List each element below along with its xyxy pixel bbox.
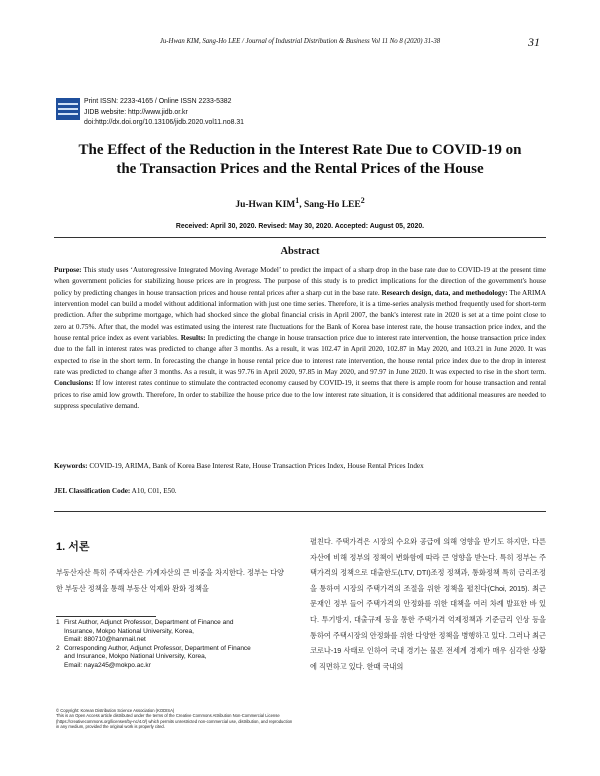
divider-bottom (54, 511, 546, 512)
footnote-2-line-2: and Insurance, Mokpo National University, Korea, (64, 653, 207, 661)
purpose-text: This study uses ‘Autoregressive Integrated Moving Average Model’ to predict the impact of a sharp drop in the base rate due to COVID-19 at the present time when government policies for stabilizing house prices are in progress. The purpose of this study is to predict implications for the direction of the government's house policy by predicting changes in house transaction prices and house rental prices after a sharp cut in the base rate. (54, 266, 546, 297)
title-line-2: the Transaction Prices and the Rental Prices of the House (116, 161, 484, 177)
paper-title (40, 141, 560, 179)
author-2: Sang-Ho LEE (303, 200, 361, 211)
page-number: 31 (528, 35, 540, 49)
author-separator: , (299, 200, 304, 211)
methods-label: Research design, data, and methodology: (381, 288, 508, 297)
jel-text: A10, C01, E50. (130, 487, 177, 495)
footnote-2 (56, 645, 286, 671)
footnote-rule (56, 616, 156, 617)
author-2-affiliation-mark: 2 (360, 196, 365, 205)
section-heading: 1. 서론 (56, 541, 90, 553)
body-text-left: 부동산자산 특히 주택자산은 가계자산의 큰 비중을 차지한다. 정부는 다양한 부동산 정책을 통해 부동산 억제와 완화 정책을 (56, 568, 284, 593)
footnote-1-number: 1 (56, 619, 60, 626)
methods-text: The ARIMA intervention model can build a model without additional information with just one time series. Therefore, it is a time-series analysis method frequently used for short-term prediction. After the subprime mortgage, which had shocked since the global financial crisis in April 2007, the bank's interest rate in 2020 is set at a time point close to zero at 0.75%. After that, the model was estimated using the interest rate fluctuations for the Bank of Korea base interest rate, the house transaction price index, and the house rental price index as event variables. (54, 288, 547, 343)
footnotes (56, 619, 286, 671)
footnote-1 (56, 619, 286, 645)
abstract-body (54, 265, 546, 412)
keywords (54, 462, 546, 470)
license-text: This is an Open Access article distributed under the terms of the Creative Commons Attribution Non-Commercial License (https://creativecommons.org/licenses/by-nc/4.0/) which permits unrestricted non-commercial use, distribution, and reproduction in any medium, provided the original work is properly cited. (56, 713, 293, 730)
copyright-line-1: © Copyright: Korean Distribution Science Association (KODISA) (56, 708, 175, 713)
running-header (0, 35, 600, 52)
conclusions-label: Conclusions: (54, 379, 94, 388)
copyright-notice (56, 708, 294, 730)
body-text-right: 펼친다. 주택가격은 시장의 수요와 공급에 의해 영향을 받기도 하지만, 다른 자산에 비해 정부의 정책이 변화함에 따라 큰 영향을 받는다. 특히 정부는 주택가격의 정책으로 대출한도(LTV, DTI)조정 정책과, 통화정책 특히 금리조정을 통하여 시장의 주택가격의 조절을 위한 정책을 펼친다(Choi, 2015). 최근 문재인 정부 들어 주택가격의 안정화를 위한 대책을 여러 차례 발표한 바 있다. 투기방지, 대출규제 등을 통한 주택가격 억제정책과 기준금리 인상 등을 통하여 주택시장의 안정화를 위한 다양한 정책을 병행하고 있다. 그러나 최근 코로나-19 사태로 인하여 국내 경기는 물론 전세계 경제가 매우 심각한 상황에 직면하고 있다. 한때 국내의 (310, 537, 546, 671)
jel-label: JEL Classification Code: (54, 487, 131, 495)
footnote-1-line-1: First Author, Adjunct Professor, Department of Finance and (64, 619, 234, 626)
conclusions-text: If low interest rates continue to stimulate the contracted economy caused by COVID-19, it seems that there is ample room for house transaction and rental prices to rise amid low growth. Therefore, In order to stabilize the house price due to the low interest rate situation, it is considered that additional measures are needed to suppress speculative demand. (54, 379, 546, 411)
journal-meta (84, 97, 244, 129)
title-line-1: The Effect of the Reduction in the Interest Rate Due to COVID-19 on (78, 142, 522, 158)
results-text: In predicting the change in house transaction price due to interest rate intervention, the house transaction price index due to the fall in interest rates was predicted to change after 3 months. As a result, it was 102.47 in April 2020, 102.87 in May 2020, and 103.21 in June 2020. It was expected to rise in the short term. In forecasting the change in house rental price due to interest rate intervention, the house rental price index due to the drop in interest rate was predicted to change after 3 months. As a result, it was 97.76 in April 2020, 97.85 in May 2020, and 97.97 in June 2020. It was expected to rise in the short term. (54, 334, 546, 377)
abstract-heading: Abstract (280, 246, 320, 257)
footnote-1-line-2: Insurance, Mokpo National University, Korea, (64, 627, 194, 635)
keywords-label: Keywords: (54, 462, 88, 470)
footnote-1-email[interactable]: Email: 880710@hanmail.net (64, 636, 146, 644)
jel-classification (54, 487, 546, 495)
issn-line: Print ISSN: 2233-4165 / Online ISSN 2233-5382 (84, 98, 232, 105)
footnote-2-number: 2 (56, 644, 60, 652)
footnote-2-email[interactable]: Email: naya245@mokpo.ac.kr (64, 661, 151, 669)
author-line (40, 196, 560, 210)
website-line[interactable]: JIDB website: http://www.jidb.or.kr (84, 108, 188, 116)
doi-line[interactable]: doi:http://dx.doi.org/10.13106/jidb.2020.vol11.no8.31 (84, 119, 245, 127)
author-1-affiliation-mark: 1 (295, 196, 300, 205)
journal-logo (56, 98, 80, 120)
author-1: Ju-Hwan KIM (235, 200, 296, 211)
submission-dates: Received: April 30, 2020. Revised: May 30, 2020. Accepted: August 05, 2020. (175, 223, 425, 230)
results-label: Results: (180, 334, 206, 343)
footnote-2-line-1: Corresponding Author, Adjunct Professor, Department of Finance (64, 644, 251, 652)
keywords-text: COVID-19, ARIMA, Bank of Korea Base Interest Rate, House Transaction Prices Index, House Rental Prices Index (87, 462, 424, 470)
running-title: Ju-Hwan KIM, Sang-Ho LEE / Journal of Industrial Distribution & Business Vol 11 No 8 (2020) 31-38 (159, 38, 441, 45)
divider-top (54, 237, 546, 238)
purpose-label: Purpose: (54, 266, 82, 274)
